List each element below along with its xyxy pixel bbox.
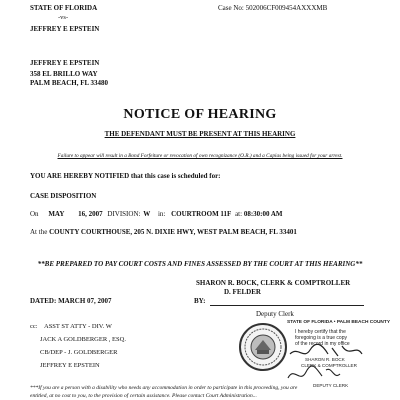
defendant-name: JEFFREY E EPSTEIN bbox=[30, 25, 100, 33]
hearing-details-row bbox=[30, 210, 283, 218]
state-label: STATE OF FLORIDA bbox=[30, 4, 98, 12]
address-street: 358 EL BRILLO WAY bbox=[30, 70, 98, 78]
versus-label: -vs- bbox=[58, 14, 69, 21]
address-name: JEFFREY E EPSTEIN bbox=[30, 59, 100, 67]
by-label: BY: bbox=[194, 297, 206, 305]
location-prefix: At the bbox=[30, 228, 48, 236]
signature-line bbox=[210, 305, 364, 306]
stamp-clerk-title: CLERK & COMPTROLLER bbox=[301, 363, 357, 368]
stamp-cert-line: of the record in my office bbox=[295, 341, 350, 347]
stamp-deputy: DEPUTY CLERK bbox=[313, 383, 349, 388]
case-number: Case No: 502006CF009454AXXXMB bbox=[218, 4, 328, 12]
hearing-time: 08:30:00 AM bbox=[243, 210, 283, 218]
cc-recipient: JACK A GOLDBERGER , ESQ. bbox=[40, 336, 126, 343]
in-label: in: bbox=[157, 210, 166, 218]
stamp-cert-line: I hereby certify that the bbox=[295, 329, 346, 335]
address-city: PALM BEACH, FL 33480 bbox=[30, 79, 109, 87]
dated-label: DATED: MARCH 07, 2007 bbox=[30, 297, 112, 305]
hearing-day-year: 16, 2007 bbox=[78, 210, 103, 218]
cc-recipient: JEFFREY E EPSTEIN bbox=[40, 362, 100, 369]
division-value: W bbox=[143, 210, 151, 218]
case-type: CASE DISPOSITION bbox=[30, 192, 97, 200]
handwritten-signature-icon bbox=[270, 340, 390, 390]
at-label: at: bbox=[235, 210, 243, 218]
failure-warning: Failure to appear will result in a Bond Forfeiture or revocation of own recognizance (O.R.) and a Capias being issued for your arrest. bbox=[57, 153, 343, 159]
ada-notice-line2: entitled, at no cost to you, to the provision of certain assistance. Please contact Court Administration... bbox=[30, 393, 257, 399]
stamp-header: STATE OF FLORIDA • PALM BEACH COUNTY bbox=[287, 320, 391, 325]
clerk-name: SHARON R. BOCK, CLERK & COMPTROLLER bbox=[196, 279, 351, 287]
cc-recipient: CB/DEP - J. GOLDBERGER bbox=[40, 349, 118, 356]
cc-label: cc: bbox=[30, 323, 38, 330]
stamp-cert-line: foregoing is a true copy bbox=[295, 335, 347, 341]
location-row bbox=[30, 228, 297, 236]
must-be-present-heading: THE DEFENDANT MUST BE PRESENT AT THIS HEARING bbox=[104, 130, 296, 138]
on-label: On bbox=[30, 210, 39, 218]
hearing-month: MAY bbox=[48, 210, 65, 218]
cc-recipient: ASST ST ATTY - DIV. W bbox=[44, 323, 112, 330]
ada-notice-line1: ***If you are a person with a disability who needs any accommodation in order to participate in this proceeding, you are bbox=[30, 385, 298, 391]
case-number-label bbox=[218, 4, 327, 12]
prepared-to-pay: **BE PREPARED TO PAY COURT COSTS AND FINES ASSESSED BY THE COURT AT THIS HEARING** bbox=[37, 260, 363, 268]
notice-title: NOTICE OF HEARING bbox=[123, 107, 277, 122]
courtroom: COURTROOM 11F bbox=[171, 210, 232, 218]
deputy-clerk-label: Deputy Clerk bbox=[256, 310, 294, 318]
deputy-name: D. FELDER bbox=[224, 288, 261, 296]
stamp-clerk-name: SHARON R. BOCK bbox=[305, 357, 345, 362]
hereby-notified: YOU ARE HEREBY NOTIFIED that this case is scheduled for: bbox=[30, 172, 221, 180]
division-label: DIVISION: bbox=[107, 210, 141, 218]
courthouse-location: COUNTY COURTHOUSE, 205 N. DIXIE HWY, WEST PALM BEACH, FL 33401 bbox=[49, 228, 297, 236]
